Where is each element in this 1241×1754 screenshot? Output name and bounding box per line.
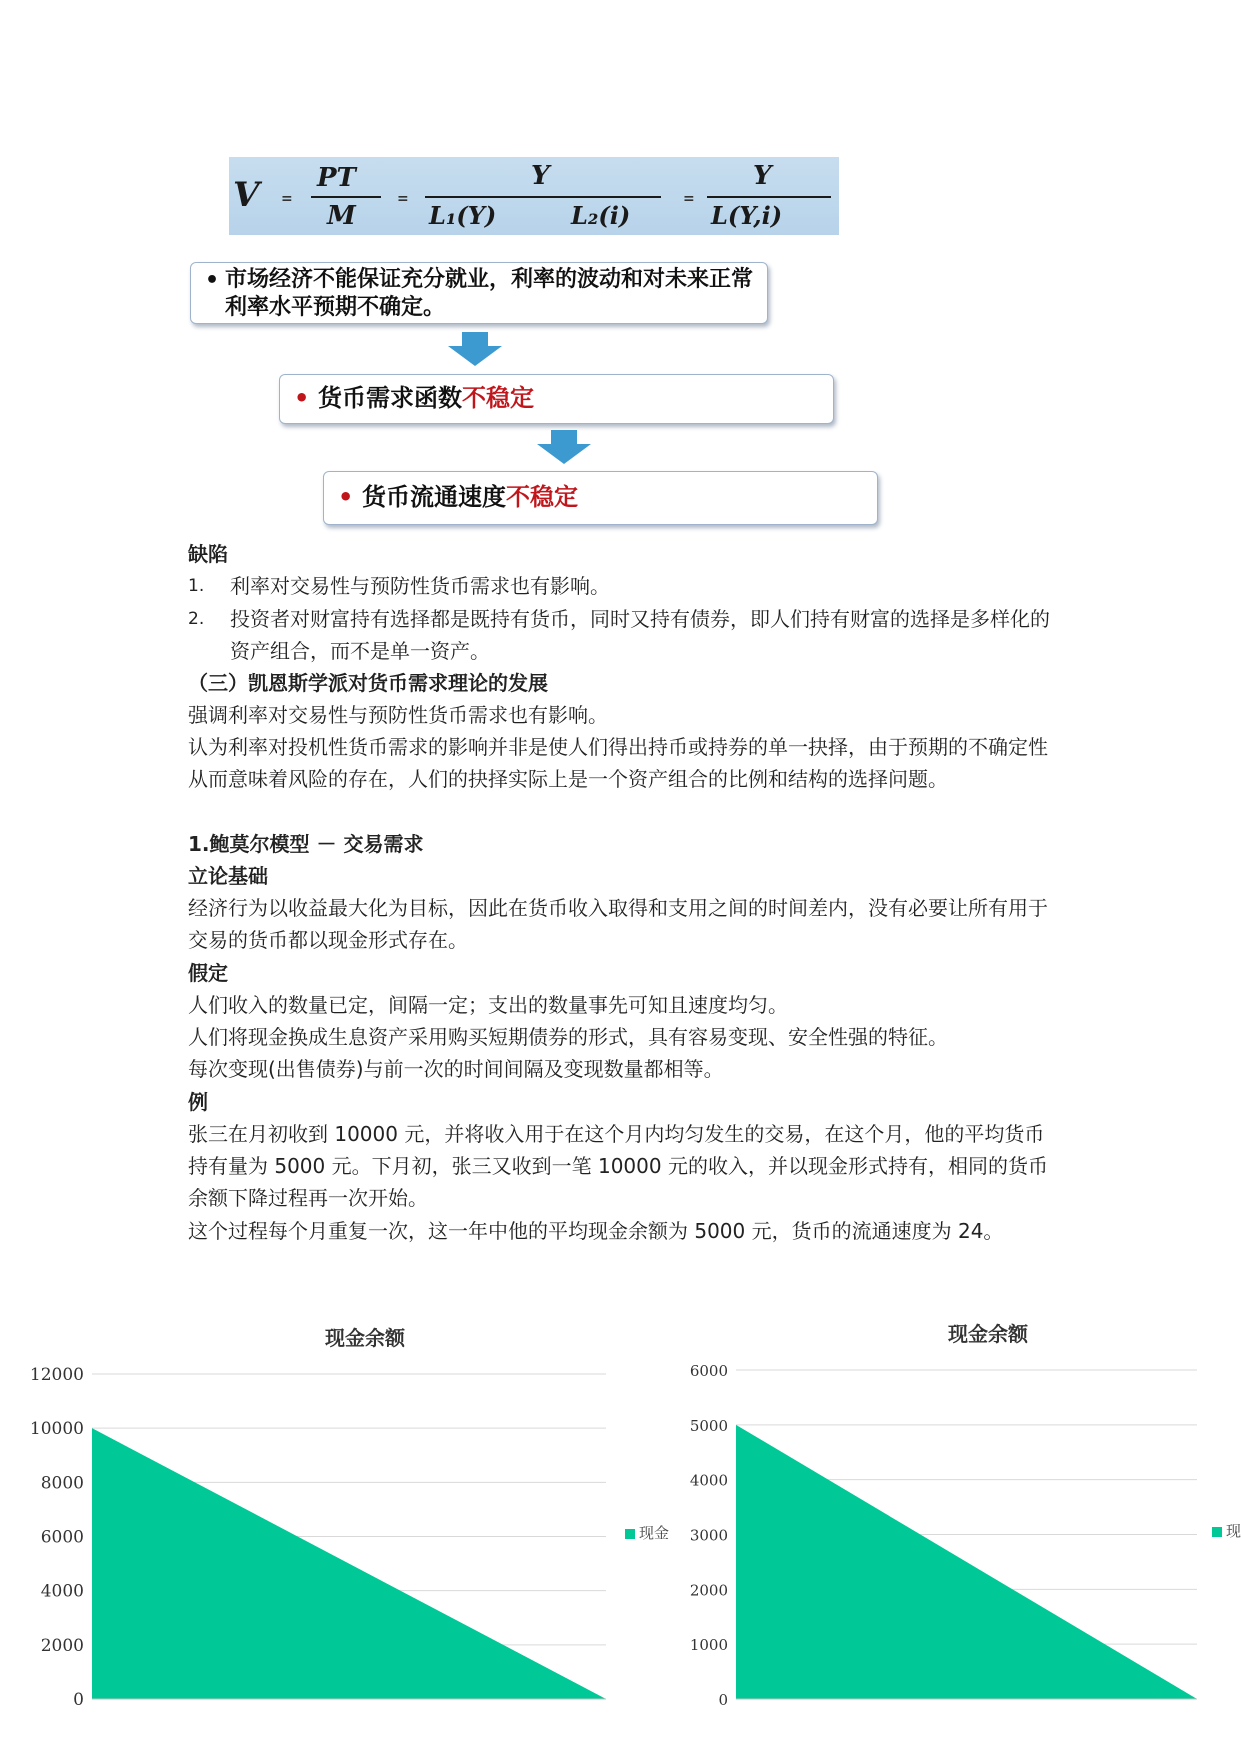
legend-swatch xyxy=(1212,1527,1222,1537)
y-tick-label: 4000 xyxy=(689,1471,728,1490)
legend-label: 现金 xyxy=(639,1524,670,1542)
formula-y2: Y xyxy=(753,161,772,191)
flow-box-market-uncertainty: • 市场经济不能保证充分就业，利率的波动和对未来正常利率水平预期不确定。 xyxy=(190,262,768,324)
flow-box2-text: 货币需求函数 xyxy=(318,384,462,412)
chart-plot xyxy=(680,1310,1241,1754)
chart-legend xyxy=(625,1522,680,1543)
y-tick-label: 4000 xyxy=(40,1581,84,1602)
formula-pt: PT xyxy=(317,163,356,193)
flow-box1-text: 市场经济不能保证充分就业，利率的波动和对未来正常利率水平预期不确定。 xyxy=(225,267,754,320)
cash-balance-chart-right xyxy=(680,1310,1241,1754)
formula-l1: L₁(Y) xyxy=(429,201,497,230)
heading-defects: 缺陷 xyxy=(188,542,228,566)
down-arrow-icon xyxy=(537,430,591,464)
heading-baumol-model: 1.鲍莫尔模型 － 交易需求 xyxy=(188,832,424,856)
y-tick-label: 0 xyxy=(73,1690,84,1710)
area-series xyxy=(736,1425,1197,1699)
formula-ly: L(Y,i) xyxy=(711,201,783,230)
money-velocity-formula xyxy=(229,157,839,235)
list-item: 投资者对财富持有选择都是既持有货币，同时又持有债券，即人们持有财富的选择是多样化的资产组合，而不是单一资产。 xyxy=(230,607,1050,663)
paragraph: 经济行为以收益最大化为目标，因此在货币收入取得和支用之间的时间差内，没有必要让所有用于交易的货币都以现金形式存在。 xyxy=(188,896,1048,952)
legend-label: 现 xyxy=(1226,1522,1241,1540)
formula-equal-sign: = xyxy=(683,191,695,207)
cash-balance-chart-left xyxy=(0,1310,680,1754)
paragraph: 张三在月初收到 10000 元，并将收入用于在这个月内均匀发生的交易，在这个月，他的平均货币持有量为 5000 元。下月初，张三又收到一笔 10000 元的收入，并以现金形式持有，相同的货币余额下降过程再一次开始。 xyxy=(188,1122,1048,1210)
heading-section-3: （三）凯恩斯学派对货币需求理论的发展 xyxy=(188,671,548,695)
legend-swatch xyxy=(625,1529,635,1539)
y-tick-label: 1000 xyxy=(689,1636,728,1655)
chart-legend xyxy=(1212,1520,1241,1541)
flow-box-velocity-unstable: • 货币流通速度不稳定 xyxy=(323,471,878,525)
formula-v: V xyxy=(233,175,260,215)
y-tick-label: 3000 xyxy=(689,1526,728,1545)
flow-box2-highlight: 不稳定 xyxy=(462,384,534,412)
paragraph: 认为利率对投机性货币需求的影响并非是使人们得出持币或持券的单一抉择，由于预期的不确定性从而意味着风险的存在，人们的抉择实际上是一个资产组合的比例和结构的选择问题。 xyxy=(188,735,1048,791)
formula-l2: L₂(i) xyxy=(571,201,631,230)
down-arrow-icon xyxy=(448,332,502,366)
y-tick-label: 10000 xyxy=(29,1419,84,1440)
paragraph: 这个过程每个月重复一次，这一年中他的平均现金余额为 5000 元，货币的流通速度为 24。 xyxy=(188,1219,1004,1243)
heading-example: 例 xyxy=(188,1090,208,1114)
flow-box3-highlight: 不稳定 xyxy=(506,483,578,511)
y-tick-label: 2000 xyxy=(40,1635,84,1656)
formula-y-numerator: Y xyxy=(531,161,550,191)
y-tick-label: 0 xyxy=(718,1691,728,1709)
y-tick-label: 8000 xyxy=(40,1473,84,1494)
flow-box-demand-unstable: • 货币需求函数不稳定 xyxy=(279,374,834,424)
formula-m: M xyxy=(327,201,356,231)
chart-title: 现金余额 xyxy=(325,1326,405,1350)
y-tick-label: 5000 xyxy=(689,1416,728,1435)
chart-title: 现金余额 xyxy=(948,1322,1028,1346)
list-number: 2. xyxy=(188,609,205,629)
y-tick-label: 6000 xyxy=(40,1527,84,1548)
y-tick-label: 6000 xyxy=(689,1362,728,1380)
formula-equal-sign: = xyxy=(397,191,409,207)
paragraph: 每次变现(出售债券)与前一次的时间间隔及变现数量都相等。 xyxy=(188,1057,724,1081)
flow-box3-text: 货币流通速度 xyxy=(362,483,506,511)
paragraph: 人们收入的数量已定，间隔一定；支出的数量事先可知且速度均匀。 xyxy=(188,993,788,1017)
y-tick-label: 2000 xyxy=(689,1581,728,1600)
list-number: 1. xyxy=(188,576,205,596)
formula-equal-sign: = xyxy=(281,191,293,207)
list-item: 利率对交易性与预防性货币需求也有影响。 xyxy=(230,574,610,598)
paragraph: 强调利率对交易性与预防性货币需求也有影响。 xyxy=(188,703,608,727)
paragraph: 人们将现金换成生息资产采用购买短期债券的形式，具有容易变现、安全性强的特征。 xyxy=(188,1025,948,1049)
y-tick-label: 12000 xyxy=(29,1365,84,1385)
heading-assumptions: 假定 xyxy=(188,961,228,985)
chart-plot xyxy=(0,1310,680,1754)
heading-basis: 立论基础 xyxy=(188,864,268,888)
area-series xyxy=(92,1428,606,1699)
